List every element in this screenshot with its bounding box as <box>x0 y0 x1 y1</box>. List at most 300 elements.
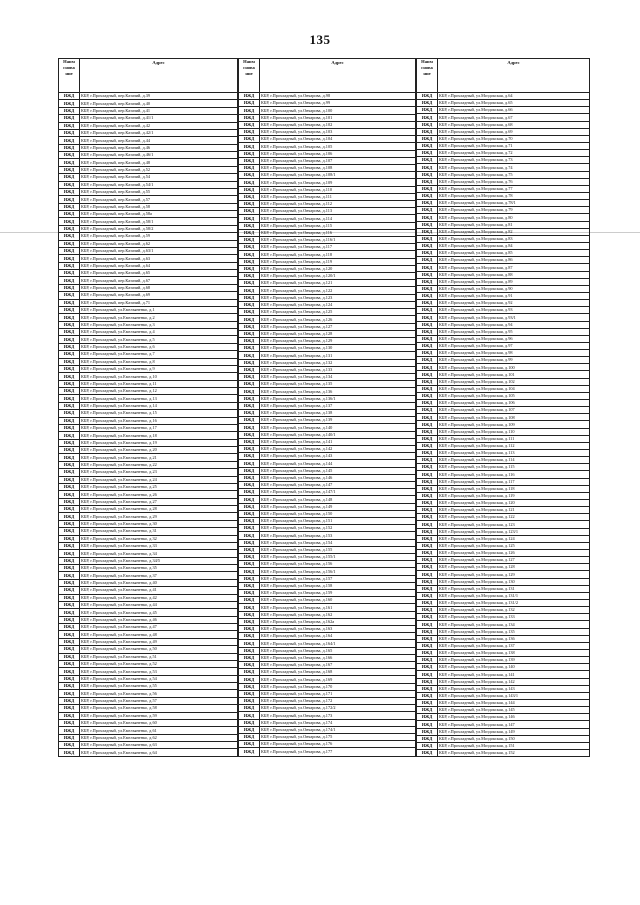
building-type-cell: ИЖД <box>417 457 438 464</box>
building-type-cell: ИЖД <box>239 373 260 380</box>
building-type-cell: ИЖД <box>59 727 80 734</box>
address-cell: КБР, г.Прохладный, пер.Казачий, д.69 <box>80 292 238 299</box>
building-type-cell: ИЖД <box>417 699 438 706</box>
table-row <box>239 359 416 366</box>
address-cell: КБР, г.Прохладный, ул.Емельяненко, д.45 <box>80 609 238 616</box>
building-type-cell: ИЖД <box>417 328 438 335</box>
address-cell: КБР, г.Прохладный, ул.Овчарова, д.129 <box>260 337 416 344</box>
building-type-cell: ИЖД <box>59 476 80 483</box>
address-cell: КБР, г.Прохладный, ул.Овчарова, д.163 <box>260 626 416 633</box>
address-cell: КБР, г.Прохладный, ул.Овчарова, д.154 <box>260 539 416 546</box>
address-cell: КБР, г.Прохладный, ул.Овчарова, д.130 <box>260 345 416 352</box>
address-cell: КБР, г.Прохладный, ул.Овчарова, д.131 <box>260 352 416 359</box>
address-cell: КБР, г.Прохладный, ул.Овчарова, д.169 <box>260 676 416 683</box>
building-type-cell: ИЖД <box>239 719 260 726</box>
table-body <box>59 93 238 757</box>
building-type-cell: ИЖД <box>239 698 260 705</box>
table-row <box>239 157 416 164</box>
address-cell: КБР, г.Прохладный, ул.Овчарова, д.133 <box>260 366 416 373</box>
table-row <box>417 328 590 335</box>
address-cell: КБР, г.Прохладный, ул.Емельяненко, д.13 <box>80 395 238 402</box>
building-type-cell: ИЖД <box>417 321 438 328</box>
address-cell: КБР, г.Прохладный, ул.Моздокская, д.128 <box>438 564 590 571</box>
table-row <box>417 385 590 392</box>
table-row <box>239 741 416 748</box>
building-type-cell: ИЖД <box>417 528 438 535</box>
address-cell: КБР, г.Прохладный, ул.Овчарова, д.144 <box>260 460 416 467</box>
building-type-cell: ИЖД <box>239 662 260 669</box>
table-row <box>59 653 238 660</box>
address-cell: КБР, г.Прохладный, ул.Моздокская, д.113 <box>438 450 590 457</box>
address-cell: КБР, г.Прохладный, ул.Моздокская, д.139 <box>438 657 590 664</box>
address-cell: КБР, г.Прохладный, ул.Овчарова, д.155 <box>260 546 416 553</box>
address-cell: КБР, г.Прохладный, ул.Емельяненко, д.11 <box>80 380 238 387</box>
table-row <box>417 307 590 314</box>
address-cell: КБР, г.Прохладный, ул.Моздокская, д.94 <box>438 321 590 328</box>
table-row <box>417 107 590 114</box>
table-header-row <box>239 59 416 93</box>
address-cell: КБР, г.Прохладный, ул.Моздокская, д.97 <box>438 342 590 349</box>
table-row <box>239 554 416 561</box>
table-row <box>417 742 590 749</box>
building-type-cell: ИЖД <box>239 316 260 323</box>
table-row <box>59 174 238 181</box>
building-type-cell: ИЖД <box>417 550 438 557</box>
address-cell: КБР, г.Прохладный, ул.Емельяненко, д.54 <box>80 675 238 682</box>
table-row <box>417 242 590 249</box>
building-type-cell: ИЖД <box>239 337 260 344</box>
address-cell: КБР, г.Прохладный, ул.Емельяненко, д.42 <box>80 594 238 601</box>
address-cell: КБР, г.Прохладный, ул.Моздокская, д.77 <box>438 185 590 192</box>
building-type-cell: ИЖД <box>59 166 80 173</box>
table-row <box>417 100 590 107</box>
building-type-cell: ИЖД <box>417 335 438 342</box>
table-row <box>59 262 238 269</box>
address-cell: КБР, г.Прохладный, ул.Овчарова, д.103 <box>260 129 416 136</box>
address-cell: КБР, г.Прохладный, ул.Емельяненко, д.32 <box>80 535 238 542</box>
building-type-cell: ИЖД <box>417 492 438 499</box>
address-cell: КБР, г.Прохладный, ул.Овчарова, д.174/1 <box>260 726 416 733</box>
table-row <box>59 520 238 527</box>
building-type-cell: ИЖД <box>239 309 260 316</box>
table-row <box>417 364 590 371</box>
building-type-cell: ИЖД <box>417 157 438 164</box>
type-header: Наим снова ние <box>417 59 438 93</box>
address-cell: КБР, г.Прохладный, ул.Моздокская, д.119 <box>438 492 590 499</box>
table-row <box>417 578 590 585</box>
building-type-cell: ИЖД <box>239 726 260 733</box>
table-row <box>417 500 590 507</box>
building-type-cell: ИЖД <box>239 165 260 172</box>
building-type-cell: ИЖД <box>59 631 80 638</box>
building-type-cell: ИЖД <box>239 100 260 107</box>
building-type-cell: ИЖД <box>417 535 438 542</box>
building-type-cell: ИЖД <box>417 421 438 428</box>
building-type-cell: ИЖД <box>239 654 260 661</box>
building-type-cell: ИЖД <box>239 93 260 100</box>
address-cell: КБР, г.Прохладный, ул.Моздокская, д.92 <box>438 300 590 307</box>
table-row <box>239 431 416 438</box>
table-row <box>417 221 590 228</box>
building-type-cell: ИЖД <box>239 114 260 121</box>
building-type-cell: ИЖД <box>417 121 438 128</box>
table-row <box>239 474 416 481</box>
building-type-cell: ИЖД <box>59 395 80 402</box>
building-type-cell: ИЖД <box>417 214 438 221</box>
building-type-cell: ИЖД <box>417 378 438 385</box>
building-type-cell: ИЖД <box>59 461 80 468</box>
table-row <box>59 535 238 542</box>
address-cell: КБР, г.Прохладный, пер.Казачий, д.54 <box>80 174 238 181</box>
building-type-cell: ИЖД <box>417 257 438 264</box>
address-cell: КБР, г.Прохладный, ул.Емельяненко, д.63 <box>80 742 238 749</box>
table-row <box>239 201 416 208</box>
table-row <box>239 662 416 669</box>
table-row <box>239 381 416 388</box>
table-row <box>417 607 590 614</box>
address-cell: КБР, г.Прохладный, ул.Овчарова, д.100 <box>260 107 416 114</box>
building-type-cell: ИЖД <box>59 358 80 365</box>
building-type-cell: ИЖД <box>417 435 438 442</box>
building-type-cell: ИЖД <box>239 179 260 186</box>
table-row <box>59 528 238 535</box>
building-type-cell: ИЖД <box>417 428 438 435</box>
address-cell: КБР, г.Прохладный, ул.Овчарова, д.128 <box>260 330 416 337</box>
address-cell: КБР, г.Прохладный, ул.Моздокская, д.89 <box>438 278 590 285</box>
address-cell: КБР, г.Прохладный, ул.Моздокская, д.90 <box>438 285 590 292</box>
address-cell: КБР, г.Прохладный, пер.Казачий, д.39 <box>80 93 238 100</box>
table-row <box>417 207 590 214</box>
building-type-cell: ИЖД <box>59 137 80 144</box>
building-type-cell: ИЖД <box>239 136 260 143</box>
table-row <box>417 507 590 514</box>
building-type-cell: ИЖД <box>239 424 260 431</box>
building-type-cell: ИЖД <box>59 107 80 114</box>
address-cell: КБР, г.Прохладный, ул.Овчарова, д.110 <box>260 186 416 193</box>
address-cell: КБР, г.Прохладный, пер.Казачий, д.62 <box>80 240 238 247</box>
building-type-cell: ИЖД <box>239 474 260 481</box>
building-type-cell: ИЖД <box>417 207 438 214</box>
address-cell: КБР, г.Прохладный, пер.Казачий, д.58/2 <box>80 225 238 232</box>
table-row <box>239 445 416 452</box>
table-row <box>59 638 238 645</box>
building-type-cell: ИЖД <box>59 616 80 623</box>
address-cell: КБР, г.Прохладный, пер.Казачий, д.55 <box>80 188 238 195</box>
building-type-cell: ИЖД <box>417 235 438 242</box>
table-row <box>239 237 416 244</box>
building-type-cell: ИЖД <box>417 728 438 735</box>
table-row <box>239 734 416 741</box>
address-cell: КБР, г.Прохладный, ул.Овчарова, д.140/1 <box>260 431 416 438</box>
building-type-cell: ИЖД <box>417 371 438 378</box>
address-cell: КБР, г.Прохладный, ул.Овчарова, д.119 <box>260 258 416 265</box>
address-cell: КБР, г.Прохладный, ул.Моздокская, д.96 <box>438 335 590 342</box>
address-cell: КБР, г.Прохладный, ул.Моздокская, д.80 <box>438 214 590 221</box>
address-cell: КБР, г.Прохладный, ул.Моздокская, д.135 <box>438 628 590 635</box>
table-row <box>417 450 590 457</box>
table-row <box>417 528 590 535</box>
table-row <box>59 719 238 726</box>
address-cell: КБР, г.Прохладный, ул.Овчарова, д.108 <box>260 165 416 172</box>
table-row <box>239 179 416 186</box>
address-cell: КБР, г.Прохладный, ул.Овчарова, д.104 <box>260 136 416 143</box>
address-cell: КБР, г.Прохладный, ул.Овчарова, д.101 <box>260 114 416 121</box>
table-row <box>59 631 238 638</box>
table-row <box>239 712 416 719</box>
address-cell: КБР, г.Прохладный, ул.Овчарова, д.153 <box>260 532 416 539</box>
building-type-cell: ИЖД <box>59 601 80 608</box>
address-cell: КБР, г.Прохладный, пер.Казачий, д.58 <box>80 203 238 210</box>
table-row <box>239 150 416 157</box>
address-cell: КБР, г.Прохладный, ул.Моздокская, д.76 <box>438 178 590 185</box>
building-type-cell: ИЖД <box>239 129 260 136</box>
table-row <box>417 150 590 157</box>
building-type-cell: ИЖД <box>417 635 438 642</box>
address-cell: КБР, г.Прохладный, пер.Казачий, д.67 <box>80 277 238 284</box>
table-row <box>417 642 590 649</box>
table-row <box>59 255 238 262</box>
address-cell: КБР, г.Прохладный, ул.Овчарова, д.117 <box>260 244 416 251</box>
building-type-cell: ИЖД <box>417 285 438 292</box>
address-cell: КБР, г.Прохладный, ул.Емельяненко, д.61 <box>80 727 238 734</box>
table-row <box>239 719 416 726</box>
address-cell: КБР, г.Прохладный, ул.Моздокская, д.123 <box>438 521 590 528</box>
address-cell: КБР, г.Прохладный, ул.Моздокская, д.126 <box>438 550 590 557</box>
table-row <box>417 614 590 621</box>
table-row <box>59 616 238 623</box>
table-row <box>417 542 590 549</box>
table-row <box>417 200 590 207</box>
building-type-cell: ИЖД <box>239 345 260 352</box>
table-row <box>59 624 238 631</box>
building-type-cell: ИЖД <box>59 506 80 513</box>
address-cell: КБР, г.Прохладный, пер.Казачий, д.71 <box>80 299 238 306</box>
building-type-cell: ИЖД <box>59 749 80 757</box>
address-cell: КБР, г.Прохладный, ул.Моздокская, д.134 <box>438 621 590 628</box>
building-type-cell: ИЖД <box>59 447 80 454</box>
table-row <box>59 439 238 446</box>
address-cell: КБР, г.Прохладный, ул.Емельяненко, д.26 <box>80 491 238 498</box>
building-type-cell: ИЖД <box>417 692 438 699</box>
building-type-cell: ИЖД <box>417 557 438 564</box>
address-cell: КБР, г.Прохладный, ул.Моздокская, д.83 <box>438 235 590 242</box>
address-cell: КБР, г.Прохладный, ул.Моздокская, д.69 <box>438 128 590 135</box>
table-row <box>59 565 238 572</box>
address-cell: КБР, г.Прохладный, ул.Овчарова, д.136/1 <box>260 395 416 402</box>
address-cell: КБР, г.Прохладный, ул.Моздокская, д.127 <box>438 557 590 564</box>
address-cell: КБР, г.Прохладный, ул.Емельяненко, д.50 <box>80 646 238 653</box>
table-row <box>59 734 238 741</box>
building-type-cell: ИЖД <box>239 633 260 640</box>
address-cell: КБР, г.Прохладный, ул.Овчарова, д.114 <box>260 215 416 222</box>
address-cell: КБР, г.Прохладный, пер.Казачий, д.65 <box>80 270 238 277</box>
table-row <box>59 410 238 417</box>
building-type-cell: ИЖД <box>59 424 80 431</box>
table-row <box>239 489 416 496</box>
building-type-cell: ИЖД <box>59 535 80 542</box>
address-cell: КБР, г.Прохладный, ул.Моздокская, д.64 <box>438 93 590 100</box>
type-header: Наим снова ние <box>239 59 260 93</box>
table-row <box>239 676 416 683</box>
address-cell: КБР, г.Прохладный, ул.Овчарова, д.177 <box>260 748 416 757</box>
address-cell: КБР, г.Прохладный, ул.Емельяненко, д.64 <box>80 749 238 757</box>
building-type-cell: ИЖД <box>417 707 438 714</box>
address-cell: КБР, г.Прохладный, пер.Казачий, д.40 <box>80 100 238 107</box>
table-row <box>417 442 590 449</box>
building-type-cell: ИЖД <box>417 364 438 371</box>
address-cell: КБР, г.Прохладный, ул.Овчарова, д.161 <box>260 604 416 611</box>
address-cell: КБР, г.Прохладный, ул.Овчарова, д.136 <box>260 388 416 395</box>
address-cell: КБР, г.Прохладный, ул.Моздокская, д.120 <box>438 500 590 507</box>
table-row <box>417 271 590 278</box>
building-type-cell: ИЖД <box>59 100 80 107</box>
table-row <box>59 343 238 350</box>
building-type-cell: ИЖД <box>239 554 260 561</box>
address-cell: КБР, г.Прохладный, ул.Моздокская, д.101 <box>438 371 590 378</box>
table-row <box>239 366 416 373</box>
building-type-cell: ИЖД <box>59 152 80 159</box>
address-cell: КБР, г.Прохладный, ул.Моздокская, д.147 <box>438 721 590 728</box>
building-type-cell: ИЖД <box>59 306 80 313</box>
table-row <box>59 211 238 218</box>
table-row <box>239 121 416 128</box>
address-cell: КБР, г.Прохладный, ул.Овчарова, д.157 <box>260 575 416 582</box>
address-cell: КБР, г.Прохладный, ул.Овчарова, д.156 <box>260 561 416 568</box>
building-type-cell: ИЖД <box>239 532 260 539</box>
table-row <box>417 564 590 571</box>
table-row <box>239 496 416 503</box>
table-row <box>59 233 238 240</box>
address-cell: КБР, г.Прохладный, ул.Емельяненко, д.7 <box>80 351 238 358</box>
building-type-cell: ИЖД <box>417 107 438 114</box>
address-cell: КБР, г.Прохладный, ул.Овчарова, д.116 <box>260 229 416 236</box>
building-type-cell: ИЖД <box>239 352 260 359</box>
address-cell: КБР, г.Прохладный, ул.Овчарова, д.116/1 <box>260 237 416 244</box>
table-row <box>417 685 590 692</box>
address-header: Адрес <box>260 59 416 93</box>
address-cell: КБР, г.Прохладный, ул.Моздокская, д.142 <box>438 678 590 685</box>
address-cell: КБР, г.Прохладный, ул.Емельяненко, д.9 <box>80 365 238 372</box>
address-cell: КБР, г.Прохладный, ул.Моздокская, д.138 <box>438 649 590 656</box>
address-cell: КБР, г.Прохладный, ул.Овчарова, д.159 <box>260 590 416 597</box>
address-cell: КБР, г.Прохладный, пер.Казачий, д.57 <box>80 196 238 203</box>
table-row <box>239 453 416 460</box>
building-type-cell: ИЖД <box>417 657 438 664</box>
building-type-cell: ИЖД <box>417 242 438 249</box>
address-cell: КБР, г.Прохладный, ул.Емельяненко, д.59 <box>80 712 238 719</box>
address-cell: КБР, г.Прохладный, ул.Моздокская, д.78 <box>438 192 590 199</box>
address-cell: КБР, г.Прохладный, ул.Овчарова, д.102 <box>260 121 416 128</box>
address-cell: КБР, г.Прохладный, ул.Овчарова, д.164/1 <box>260 640 416 647</box>
building-type-cell: ИЖД <box>59 675 80 682</box>
table-row <box>417 585 590 592</box>
table-row <box>59 454 238 461</box>
table-row <box>239 424 416 431</box>
building-type-cell: ИЖД <box>417 314 438 321</box>
building-type-cell: ИЖД <box>417 300 438 307</box>
address-cell: КБР, г.Прохладный, ул.Емельяненко, д.31 <box>80 528 238 535</box>
building-type-cell: ИЖД <box>59 402 80 409</box>
building-type-cell: ИЖД <box>239 525 260 532</box>
address-cell: КБР, г.Прохладный, ул.Моздокская, д.100 <box>438 364 590 371</box>
building-type-cell: ИЖД <box>239 395 260 402</box>
building-type-cell: ИЖД <box>417 264 438 271</box>
table-row <box>239 402 416 409</box>
table-row <box>59 727 238 734</box>
table-row <box>417 178 590 185</box>
building-type-cell: ИЖД <box>239 604 260 611</box>
table-row <box>239 409 416 416</box>
building-type-cell: ИЖД <box>417 350 438 357</box>
building-type-cell: ИЖД <box>59 240 80 247</box>
building-type-cell: ИЖД <box>59 690 80 697</box>
table-row <box>417 735 590 742</box>
address-cell: КБР, г.Прохладный, ул.Моздокская, д.93 <box>438 307 590 314</box>
address-cell: КБР, г.Прохладный, ул.Овчарова, д.148 <box>260 496 416 503</box>
table-row <box>417 492 590 499</box>
building-type-cell: ИЖД <box>239 481 260 488</box>
building-type-cell: ИЖД <box>59 668 80 675</box>
table-row <box>417 371 590 378</box>
building-type-cell: ИЖД <box>239 690 260 697</box>
address-cell: КБР, г.Прохладный, ул.Моздокская, д.124 <box>438 535 590 542</box>
building-type-cell: ИЖД <box>59 292 80 299</box>
building-type-cell: ИЖД <box>59 565 80 572</box>
table-row <box>239 690 416 697</box>
table-row <box>239 561 416 568</box>
building-type-cell: ИЖД <box>59 122 80 129</box>
table-row <box>239 244 416 251</box>
building-type-cell: ИЖД <box>417 278 438 285</box>
table-row <box>239 510 416 517</box>
building-type-cell: ИЖД <box>239 237 260 244</box>
table-row <box>239 258 416 265</box>
table-row <box>59 417 238 424</box>
table-row <box>417 699 590 706</box>
building-type-cell: ИЖД <box>417 749 438 756</box>
building-type-cell: ИЖД <box>59 129 80 136</box>
address-cell: КБР, г.Прохладный, ул.Моздокская, д.68 <box>438 121 590 128</box>
table-row <box>417 142 590 149</box>
building-type-cell: ИЖД <box>239 381 260 388</box>
table-row <box>417 428 590 435</box>
address-cell: КБР, г.Прохладный, ул.Моздокская, д.87 <box>438 264 590 271</box>
building-type-cell: ИЖД <box>59 491 80 498</box>
building-type-cell: ИЖД <box>239 287 260 294</box>
table-row <box>239 143 416 150</box>
table-row <box>417 478 590 485</box>
building-type-cell: ИЖД <box>239 676 260 683</box>
table-row <box>59 675 238 682</box>
building-type-cell: ИЖД <box>239 597 260 604</box>
address-cell: КБР, г.Прохладный, ул.Овчарова, д.172/2 <box>260 705 416 712</box>
address-cell: КБР, г.Прохладный, ул.Моздокская, д.143 <box>438 685 590 692</box>
address-cell: КБР, г.Прохладный, ул.Моздокская, д.66 <box>438 107 590 114</box>
building-type-cell: ИЖД <box>417 471 438 478</box>
address-cell: КБР, г.Прохладный, ул.Емельяненко, д.8 <box>80 358 238 365</box>
address-cell: КБР, г.Прохладный, ул.Моздокская, д.137 <box>438 642 590 649</box>
table-row <box>239 546 416 553</box>
building-type-cell: ИЖД <box>417 685 438 692</box>
table-row <box>417 235 590 242</box>
building-type-cell: ИЖД <box>239 489 260 496</box>
address-header: Адрес <box>438 59 590 93</box>
table-row <box>239 525 416 532</box>
table-row <box>59 432 238 439</box>
table-row <box>59 188 238 195</box>
building-type-cell: ИЖД <box>59 196 80 203</box>
table-row <box>59 225 238 232</box>
